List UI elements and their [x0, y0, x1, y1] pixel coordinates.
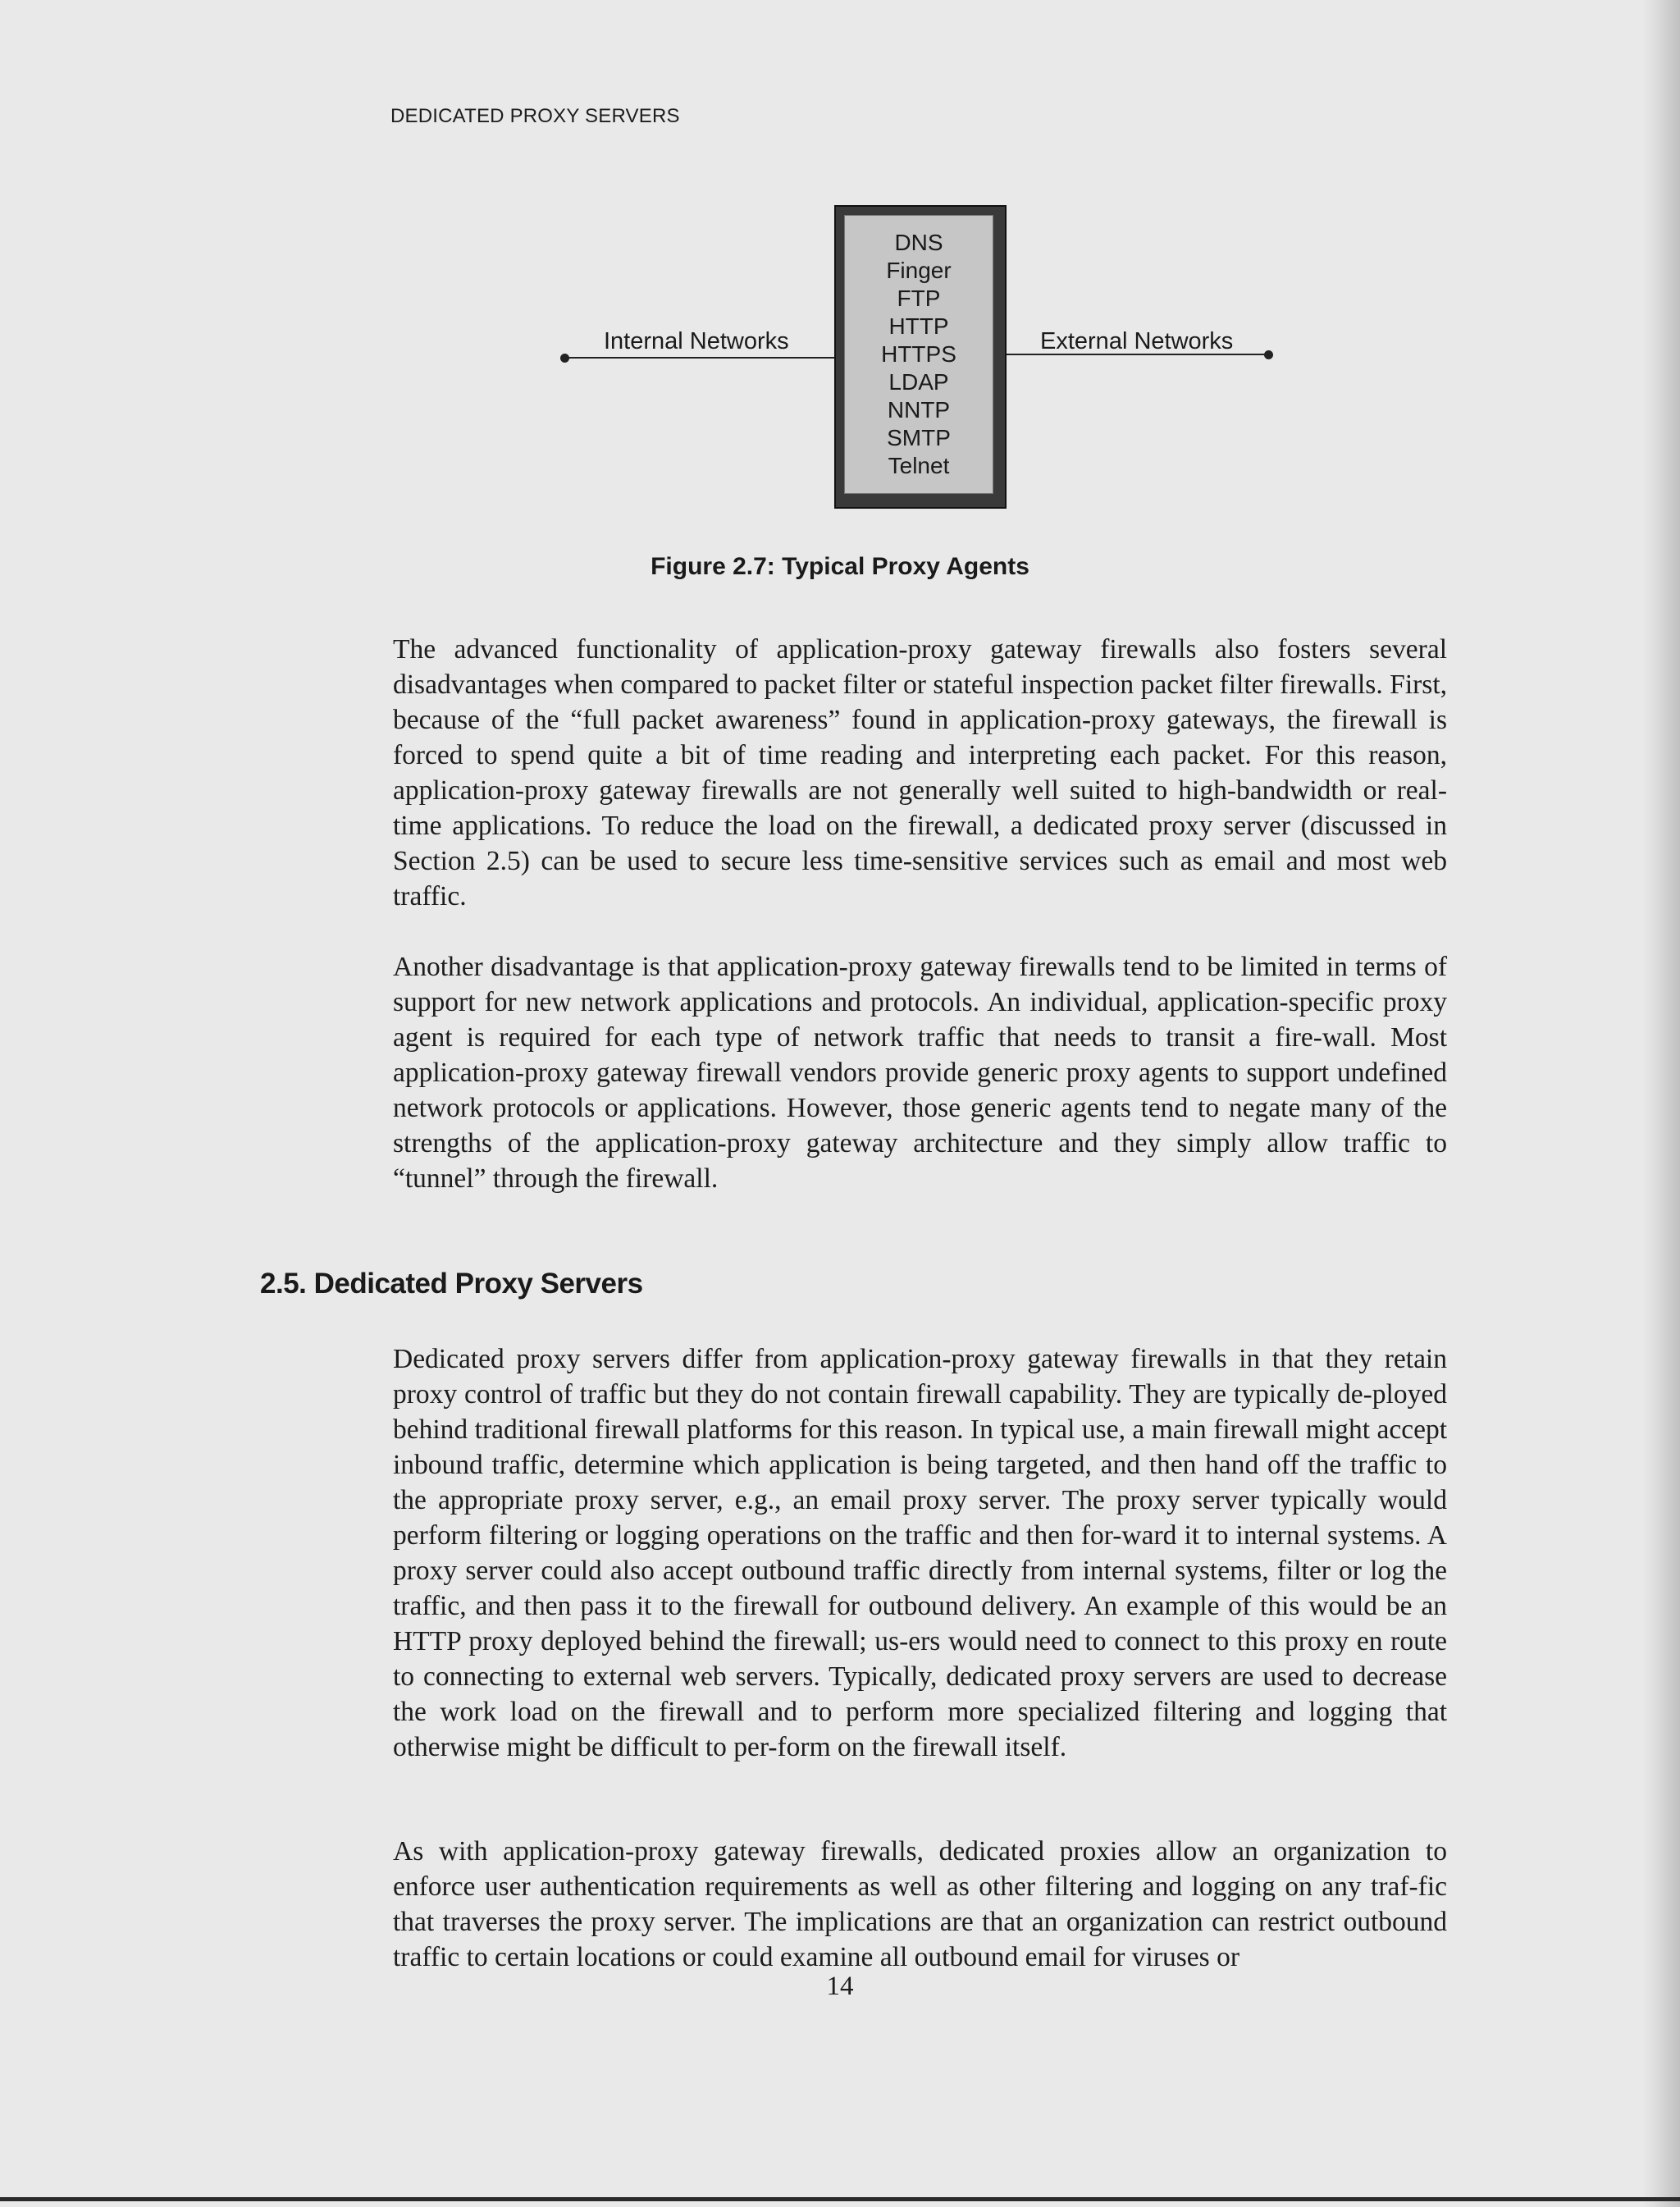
- agent-item: Finger: [886, 258, 952, 283]
- internal-networks-label: Internal Networks: [604, 328, 789, 354]
- figure-caption: Figure 2.7: Typical Proxy Agents: [651, 553, 1029, 580]
- page-number: 14: [826, 1972, 854, 2001]
- body-paragraph: Dedicated proxy servers differ from application-proxy gateway firewalls in that they retain proxy control of traffic but they do not contain firewall capability. They are typically de-ployed behind traditional firewall platforms for this reason. In typical use, a main firewall might accept inbound traffic, determine which application is being targeted, and then hand off the traffic to the appropriate proxy server, e.g., an email proxy server. The proxy server typically would perform filtering or logging operations on the traffic and then for-ward it to internal systems. A proxy server could also accept outbound traffic directly from internal systems, filter or log the traffic, and then pass it to the firewall for outbound delivery. An example of this would be an HTTP proxy deployed behind the firewall; us-ers would need to connect to this proxy en route to connecting to external web servers. Typically, dedicated proxy servers are used to decrease the work load on the firewall and to perform more specialized filtering and logging that otherwise might be difficult to per-form on the firewall itself.: [393, 1344, 1447, 1762]
- agent-item: NNTP: [887, 397, 951, 423]
- proxy-agents-figure: [0, 0, 1680, 591]
- section-heading: 2.5. Dedicated Proxy Servers: [260, 1268, 643, 1300]
- agent-item: Telnet: [888, 453, 950, 478]
- agent-item: LDAP: [888, 369, 949, 395]
- agent-item: SMTP: [887, 425, 951, 450]
- agent-item: HTTP: [888, 313, 949, 339]
- agent-item: DNS: [894, 230, 943, 255]
- internal-network-line: [565, 357, 834, 359]
- proxy-agent-list: [844, 215, 993, 494]
- body-paragraph: The advanced functionality of application-proxy gateway firewalls also fosters several disadvantages when compared to packet filter or stateful inspection packet filter firewalls. First, because of the “full packet awareness” found in application-proxy gateways, the firewall is forced to spend quite a bit of time reading and interpreting each packet. For this reason, application-proxy gateway firewalls are not generally well suited to high-bandwidth or real-time applications. To reduce the load on the firewall, a dedicated proxy server (discussed in Section 2.5) can be used to secure less time-sensitive services such as email and most web traffic.: [393, 634, 1447, 912]
- body-paragraph: As with application-proxy gateway firewalls, dedicated proxies allow an organization to enforce user authentication requirements as well as other filtering and logging on any traf-fic that traverses the proxy server. The implications are that an organization can restrict outbound traffic to certain locations or could examine all outbound email for viruses or: [393, 1836, 1447, 1972]
- bottom-rule: [0, 2197, 1680, 2201]
- external-network-endpoint: [1264, 350, 1273, 359]
- running-header: DEDICATED PROXY SERVERS: [390, 105, 680, 127]
- agent-item: HTTPS: [881, 341, 956, 367]
- agent-item: FTP: [897, 286, 941, 311]
- proxy-agent-box: [834, 205, 1007, 509]
- external-networks-label: External Networks: [1040, 328, 1234, 354]
- body-paragraph: Another disadvantage is that application-proxy gateway firewalls tend to be limited in terms of support for new network applications and protocols. An individual, application-specific proxy agent is required for each type of network traffic that needs to transit a fire-wall. Most application-proxy gateway firewall vendors provide generic proxy agents to support undefined network protocols or applications. However, those generic agents tend to negate many of the strengths of the application-proxy gateway architecture and they simply allow traffic to “tunnel” through the firewall.: [393, 952, 1447, 1194]
